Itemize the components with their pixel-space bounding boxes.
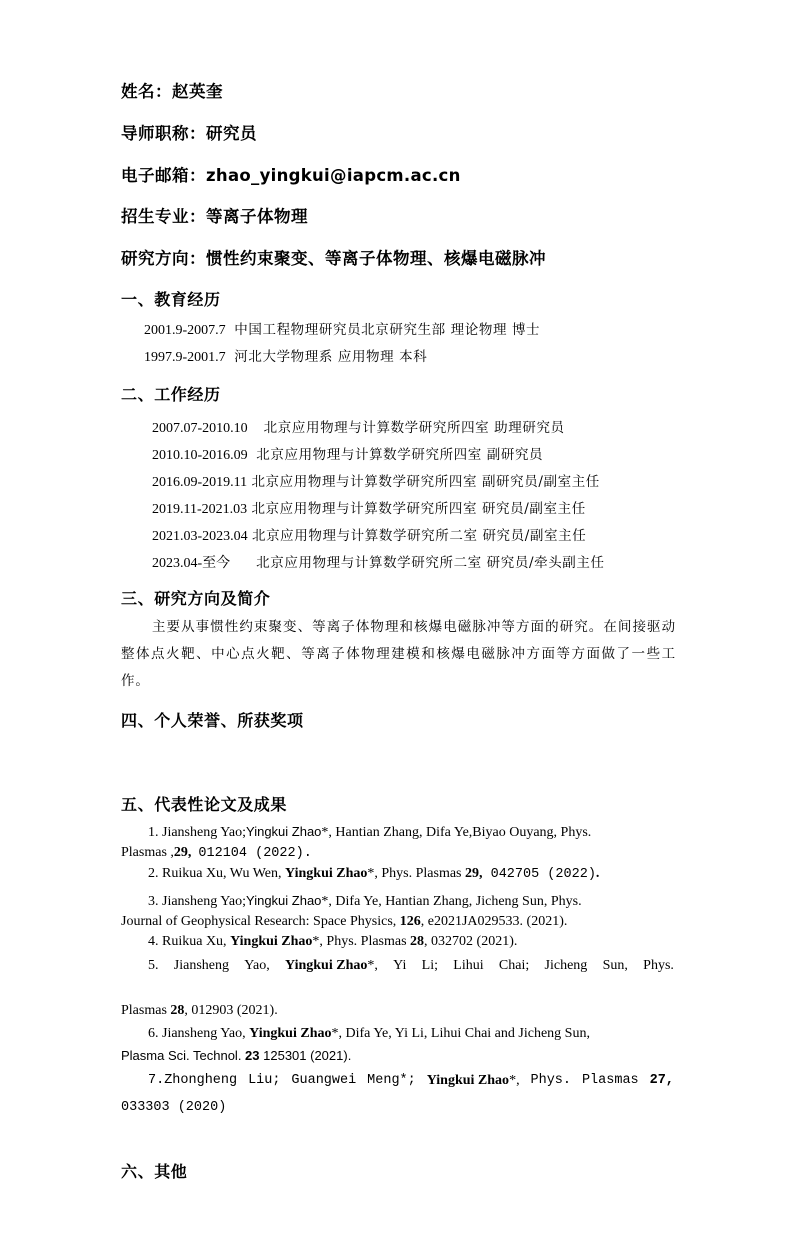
paper-author-highlight: Yingkui Zhao xyxy=(249,1026,332,1041)
paper-volume: 23 xyxy=(245,1048,260,1063)
paper-text: , 032702 (2021). xyxy=(424,934,518,949)
email-label: 电子邮箱： xyxy=(121,166,206,185)
email-field xyxy=(121,162,461,186)
paper-1-line-2 xyxy=(121,845,312,861)
papers-heading: 五、代表性论文及成果 xyxy=(121,795,288,814)
paper-6-line-2 xyxy=(121,1048,351,1065)
direction-value: 惯性约束聚变、等离子体物理、核爆电磁脉冲 xyxy=(206,249,546,268)
paper-text: *, xyxy=(509,1073,520,1088)
paper-text: Liu; xyxy=(248,1073,281,1088)
paper-text: , 012903 (2021). xyxy=(184,1003,278,1018)
paper-text: 7.Zhongheng xyxy=(148,1073,238,1088)
paper-7-line-1 xyxy=(121,1073,674,1089)
paper-text: Jicheng xyxy=(544,958,588,973)
work-detail: 北京应用物理与计算数学研究所四室 副研究员/副室主任 xyxy=(251,474,600,490)
major-field xyxy=(121,203,308,227)
paper-text: *, Difa Ye, Yi Li, Lihui Chai and Jicheng Sun, xyxy=(331,1026,590,1041)
paper-3-line-1 xyxy=(148,893,582,910)
paper-text: 2. Ruikua Xu, Wu Wen, xyxy=(148,866,286,881)
paper-6-line-1 xyxy=(148,1026,590,1042)
honors-heading: 四、个人荣誉、所获奖项 xyxy=(121,711,304,730)
paper-text: Plasmas xyxy=(121,1003,171,1018)
paper-text: Sun, xyxy=(602,958,628,973)
paper-text: Plasmas xyxy=(581,1073,639,1088)
paper-text: 3. Jiansheng Yao; xyxy=(148,894,247,909)
name-value: 赵英奎 xyxy=(172,82,223,101)
paper-text: , e2021JA029533. (2021). xyxy=(420,914,568,929)
work-item xyxy=(152,416,565,437)
paper-5-line-2 xyxy=(121,1003,278,1019)
paper-text: 033303 (2020) xyxy=(121,1100,227,1115)
paper-text: 125301 (2021). xyxy=(259,1048,352,1063)
paper-author-highlight: Yingkui Zhao xyxy=(246,893,322,908)
major-value: 等离子体物理 xyxy=(206,207,308,226)
paper-author-highlight: Yingkui Zhao xyxy=(285,866,368,881)
title-label: 导师职称： xyxy=(121,124,206,143)
education-heading: 一、教育经历 xyxy=(121,290,221,309)
paper-text: Phys. xyxy=(530,1073,572,1088)
paper-text: Meng*; xyxy=(367,1073,416,1088)
education-period: 1997.9-2001.7 xyxy=(144,350,226,365)
name-label: 姓名： xyxy=(121,82,172,101)
paper-7-line-2 xyxy=(121,1099,226,1115)
work-item xyxy=(152,470,600,491)
direction-label: 研究方向： xyxy=(121,249,206,268)
paper-text: Li; xyxy=(421,958,438,973)
paper-2 xyxy=(148,866,599,882)
paper-text: . xyxy=(595,866,600,881)
paper-author-highlight: Yingkui Zhao xyxy=(230,934,313,949)
paper-text: 6. Jiansheng Yao, xyxy=(148,1026,250,1041)
education-period: 2001.9-2007.7 xyxy=(144,323,226,338)
paper-text: Jiansheng xyxy=(173,958,229,973)
work-period: 2019.11-2021.03 xyxy=(152,502,248,517)
paper-text: 5. xyxy=(148,958,159,973)
other-heading: 六、其他 xyxy=(121,1162,188,1181)
paper-volume: 29, xyxy=(465,866,483,881)
paper-text: *, xyxy=(367,958,378,973)
education-item xyxy=(144,345,427,366)
paper-text: 4. Ruikua Xu, xyxy=(148,934,231,949)
paper-text: Lihui xyxy=(453,958,484,973)
paper-text: *, Difa Ye, Hantian Zhang, Jicheng Sun, Phys. xyxy=(321,894,582,909)
paper-4 xyxy=(148,934,517,950)
email-value: zhao_yingkui@iapcm.ac.cn xyxy=(206,166,461,185)
title-field xyxy=(121,120,257,144)
paper-volume: 126 xyxy=(399,914,421,929)
paper-author-highlight: Yingkui Zhao xyxy=(285,958,368,973)
work-detail: 北京应用物理与计算数学研究所四室 助理研究员 xyxy=(263,420,565,436)
work-period: 2016.09-2019.11 xyxy=(152,475,248,490)
paper-text: Guangwei xyxy=(291,1073,357,1088)
paper-volume: 27, xyxy=(649,1073,674,1088)
work-detail: 北京应用物理与计算数学研究所二室 研究员/副室主任 xyxy=(251,528,587,544)
work-period: 2021.03-2023.04 xyxy=(152,529,248,544)
direction-field xyxy=(121,245,546,269)
paper-text: *, Hantian Zhang, Difa Ye,Biyao Ouyang, Phys. xyxy=(321,825,592,840)
paper-text: *, Phys. Plasmas xyxy=(312,934,411,949)
work-detail: 北京应用物理与计算数学研究所四室 副研究员 xyxy=(256,447,544,463)
research-paragraph: 主要从事惯性约束聚变、等离子体物理和核爆电磁脉冲等方面的研究。在间接驱动整体点火靶、中心点火靶、等离子体物理建模和核爆电磁脉冲方面等方面做了一些工作。 xyxy=(121,619,676,689)
work-period: 2023.04-至今 xyxy=(152,556,231,571)
paper-text: 1. Jiansheng Yao; xyxy=(148,825,247,840)
work-item xyxy=(152,524,586,545)
paper-text: 012104 (2022). xyxy=(198,846,312,861)
paper-author-highlight: Yingkui Zhao xyxy=(426,1073,510,1088)
work-item xyxy=(152,443,543,464)
paper-text: Yi xyxy=(393,958,407,973)
work-item xyxy=(152,551,605,572)
paper-1-line-1 xyxy=(148,824,591,841)
paper-volume: 29, xyxy=(173,845,192,860)
paper-5-line-1 xyxy=(121,958,674,974)
education-detail: 中国工程物理研究员北京研究生部 理论物理 博士 xyxy=(234,322,541,338)
paper-text: Yao, xyxy=(244,958,270,973)
work-item xyxy=(152,497,586,518)
education-item xyxy=(144,318,540,339)
paper-text: Journal of Geophysical Research: Space Physics, xyxy=(121,914,400,929)
work-period: 2010.10-2016.09 xyxy=(152,448,248,463)
work-heading: 二、工作经历 xyxy=(121,385,221,404)
paper-volume: 28 xyxy=(410,934,425,949)
paper-text: Phys. xyxy=(643,958,674,973)
paper-3-line-2 xyxy=(121,914,567,930)
major-label: 招生专业： xyxy=(121,207,206,226)
education-detail: 河北大学物理系 应用物理 本科 xyxy=(234,349,428,365)
paper-author-highlight: Yingkui Zhao xyxy=(246,824,322,839)
work-period: 2007.07-2010.10 xyxy=(152,421,248,436)
paper-text: 042705 (2022) xyxy=(482,867,596,882)
paper-text: Plasmas , xyxy=(121,845,174,860)
work-detail: 北京应用物理与计算数学研究所四室 研究员/副室主任 xyxy=(251,501,586,517)
paper-text: *, Phys. Plasmas xyxy=(367,866,465,881)
work-detail: 北京应用物理与计算数学研究所二室 研究员/牵头副主任 xyxy=(256,555,605,571)
title-value: 研究员 xyxy=(206,124,257,143)
name-field xyxy=(121,78,223,102)
paper-text: Plasma Sci. Technol. xyxy=(121,1048,246,1063)
paper-volume: 28 xyxy=(170,1003,185,1018)
paper-text: Chai; xyxy=(498,958,530,973)
research-heading: 三、研究方向及简介 xyxy=(121,589,271,608)
